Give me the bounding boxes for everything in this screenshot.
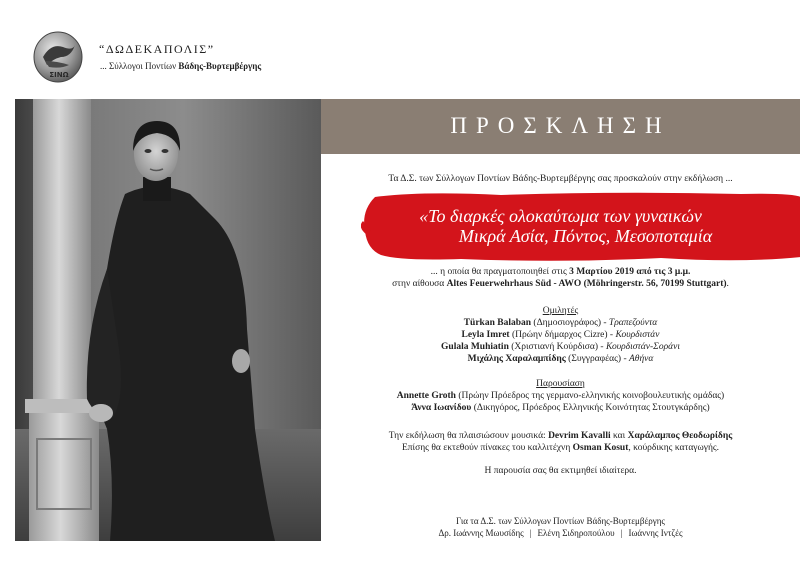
speaker-item: Leyla Imret (Πρώην δήμαρχος Cizre) - Κουρδιστάν <box>461 330 660 340</box>
coin-logo <box>33 31 83 83</box>
event-title-line1: «Το διαρκές ολοκαύτωμα των γυναικών <box>419 206 702 226</box>
footer-line: Για τα Δ.Σ. των Σύλλογων Ποντίων Βάδης-Βυρτεμβέργης <box>456 516 665 526</box>
music-section <box>321 430 800 454</box>
speaker-item: Türkan Balaban (Δημοσιογράφος) - Τραπεζούντα <box>463 318 658 328</box>
speakers-heading: Ομιλητές <box>542 306 579 316</box>
title-banner <box>321 99 800 154</box>
date-prefix: ... η οποία θα πραγματοποιηθεί στις <box>430 267 570 277</box>
invitation-content <box>321 154 800 565</box>
portrait-photo <box>15 99 321 541</box>
event-date-line <box>321 266 800 278</box>
event-title <box>321 206 800 246</box>
org-name: “ΔΩΔΕΚΑΠΟΛΙΣ” <box>99 42 215 56</box>
event-venue-line <box>321 278 800 290</box>
invitation-title: ΠΡΟΣΚΛΗΣΗ <box>450 113 671 138</box>
event-date: 3 Μαρτίου 2019 από τις 3 μ.μ. <box>569 267 691 277</box>
signatories: Δρ. Ιωάννης Μωυσίδης | Ελένη Σιδηροπούλου | Ιωάννης Ιντζές <box>438 528 683 538</box>
venue-suffix: . <box>726 279 729 289</box>
event-title-line2: Μικρά Ασία, Πόντος, Μεσοποταμία <box>458 226 713 246</box>
presentation-heading: Παρουσίαση <box>536 379 585 389</box>
speakers-section <box>321 305 800 365</box>
music-line: Την εκδήλωση θα πλαισιώσουν μουσικά: Devrim Kavalli και Χαράλαμπος Θεοδωρίδης <box>388 431 733 441</box>
closing-text: Η παρουσία σας θα εκτιμηθεί ιδιαίτερα. <box>484 466 637 476</box>
speaker-item: Μιχάλης Χαραλαμπίδης (Συγγραφέας) - Αθήνα <box>467 354 654 364</box>
presenter-item: Annette Groth (Πρώην Πρόεδρος της γερμανο-ελληνικής κοινοβουλευτικής ομάδας) <box>396 391 725 401</box>
signature-footer <box>321 515 800 539</box>
venue-prefix: στην αίθουσα <box>392 279 447 289</box>
presentation-section <box>321 378 800 414</box>
intro-text: Τα Δ.Σ. των Σύλλογων Ποντίων Βάδης-Βυρτεμβέργης σας προσκαλούν στην εκδήλωση ... <box>388 174 733 184</box>
exhibit-line: Επίσης θα εκτεθούν πίνακες του καλλιτέχνη Osman Kosut, κούρδικης καταγωγής. <box>401 443 720 453</box>
org-subtitle-region: Βάδης-Βυρτεμβέργης <box>178 61 262 71</box>
presenter-item: Άννα Ιωανίδου (Δικηγόρος, Πρόεδρος Ελληνικής Κοινότητας Στουτγκάρδης) <box>411 403 710 413</box>
event-venue: Altes Feuerwehrhaus Süd - AWO (Möhringerstr. 56, 70199 Stuttgart) <box>446 279 727 289</box>
org-subtitle <box>100 61 261 71</box>
speaker-item: Gulala Muhiatin (Χριστιανή Κούρδισα) - Κουρδιστάν-Σοράνι <box>441 342 680 352</box>
org-subtitle-prefix: ... Σύλλογοι Ποντίων <box>100 61 179 71</box>
coin-inscription: ΣΙΝΩ <box>49 71 69 79</box>
event-details <box>321 266 800 290</box>
